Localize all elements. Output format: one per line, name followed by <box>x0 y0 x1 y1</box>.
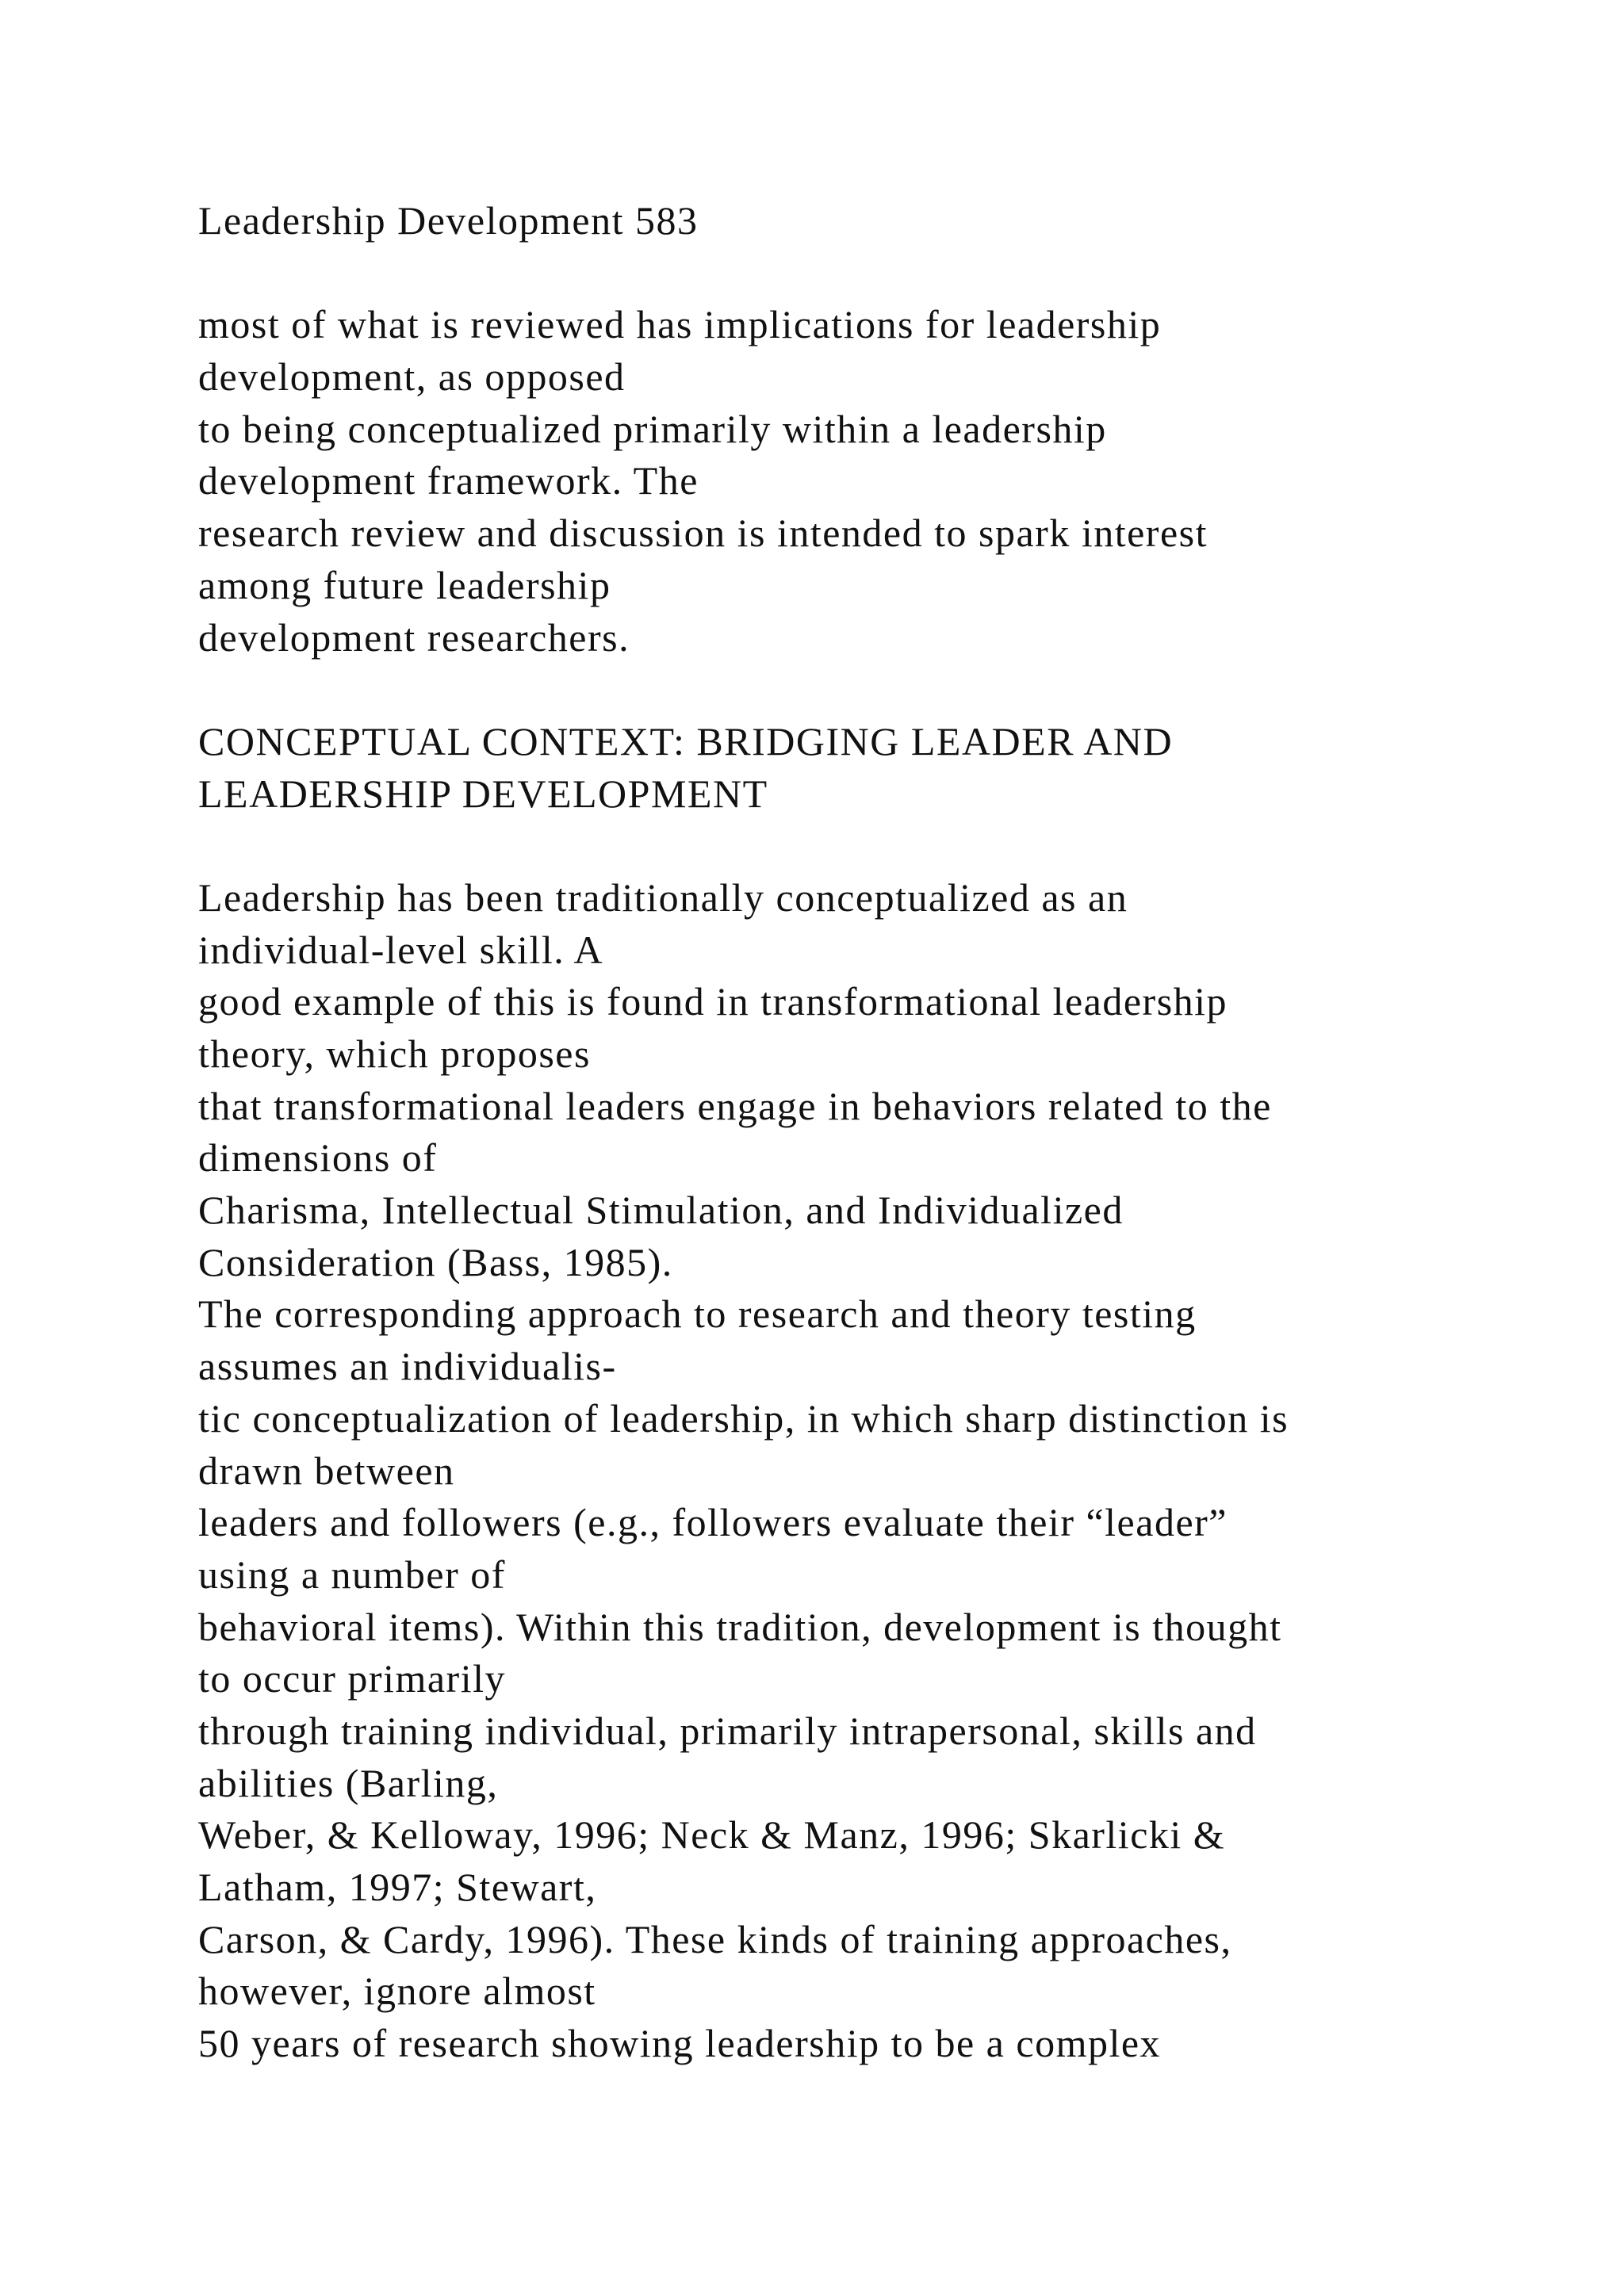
paragraph-2-line: Latham, 1997; Stewart, <box>198 1865 597 1909</box>
page-header: Leadership Development 583 <box>198 198 699 243</box>
spacer <box>198 664 1562 716</box>
paragraph-2-line: drawn between <box>198 1448 455 1493</box>
paragraph-2-line: 50 years of research showing leadership to be a complex <box>198 2021 1162 2066</box>
paragraph-2-line: behavioral items). Within this tradition, development is thought <box>198 1604 1282 1649</box>
paragraph-2-line: tic conceptualization of leadership, in which sharp distinction is <box>198 1395 1289 1441</box>
paragraph-2-line: Charisma, Intellectual Stimulation, and Individualized <box>198 1188 1124 1233</box>
paragraph-2-line: Carson, & Cardy, 1996). These kinds of training approaches, <box>198 1916 1232 1961</box>
paragraph-2-line: assumes an individualis- <box>198 1344 617 1389</box>
paragraph-2-line: Leadership has been traditionally conceptualized as an <box>198 874 1128 920</box>
paragraph-2-line: good example of this is found in transformational leadership <box>198 979 1228 1024</box>
paragraph-2-line: however, ignore almost <box>198 1969 596 2014</box>
paragraph-2-line: to occur primarily <box>198 1656 506 1701</box>
paragraph-2-line: dimensions of <box>198 1135 438 1181</box>
section-heading-line: LEADERSHIP DEVELOPMENT <box>198 771 768 816</box>
paragraph-1-line: research review and discussion is intended to spark interest <box>198 511 1208 556</box>
paragraph-2-line: that transformational leaders engage in behaviors related to the <box>198 1083 1272 1128</box>
paragraph-2-line: The corresponding approach to research and theory testing <box>198 1292 1197 1337</box>
paragraph-2-line: Weber, & Kelloway, 1996; Neck & Manz, 1996; Skarlicki & <box>198 1812 1226 1858</box>
paragraph-1-line: to being conceptualized primarily within a leadership <box>198 406 1107 451</box>
paragraph-1-line: among future leadership <box>198 562 611 607</box>
document-body <box>198 195 1562 2070</box>
paragraph-1-line: development, as opposed <box>198 354 626 400</box>
paragraph-1-line: most of what is reviewed has implications for leadership <box>198 302 1162 347</box>
paragraph-2-line: through training individual, primarily intrapersonal, skills and <box>198 1708 1257 1753</box>
paragraph-1-line: development researchers. <box>198 614 630 660</box>
paragraph-2-line: individual-level skill. A <box>198 927 604 972</box>
paragraph-2-line: theory, which proposes <box>198 1031 591 1076</box>
section-heading-line: CONCEPTUAL CONTEXT: BRIDGING LEADER AND <box>198 718 1174 763</box>
paragraph-2-line: abilities (Barling, <box>198 1760 499 1805</box>
spacer <box>198 820 1562 872</box>
spacer <box>198 247 1562 300</box>
paragraph-2-line: leaders and followers (e.g., followers evaluate their “leader” <box>198 1500 1228 1545</box>
paragraph-2-line: Consideration (Bass, 1985). <box>198 1239 673 1284</box>
paragraph-2-line: using a number of <box>198 1552 506 1597</box>
paragraph-1-line: development framework. The <box>198 458 699 503</box>
